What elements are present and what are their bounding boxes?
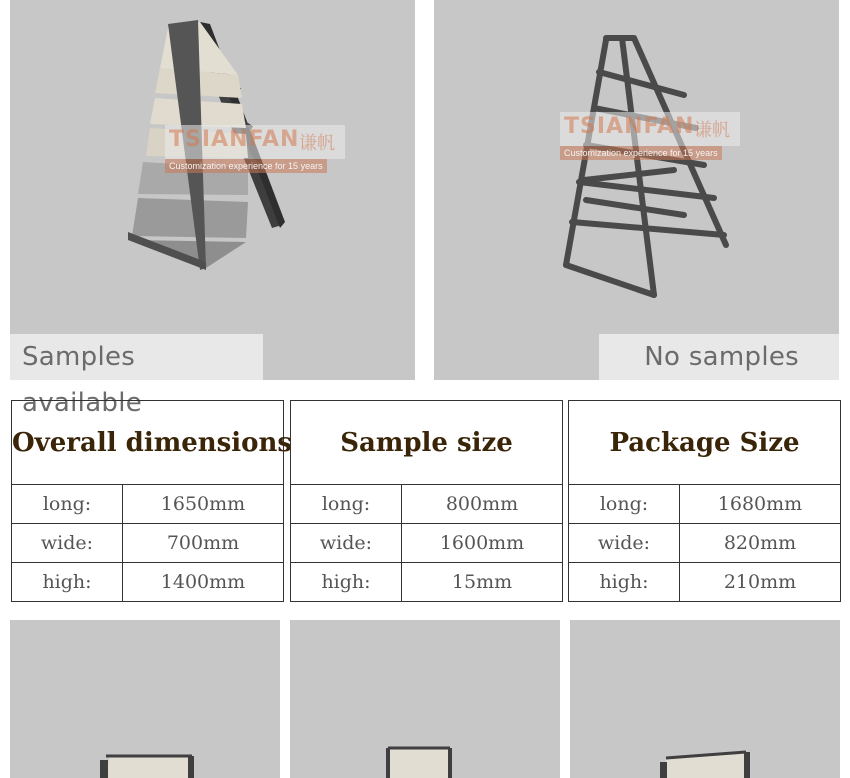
watermark-brand: TSIANFAN xyxy=(564,114,695,139)
caption-no-samples: No samples xyxy=(599,334,839,380)
table-row xyxy=(569,563,841,602)
row-value: 800mm xyxy=(402,485,563,524)
watermark-chinese: 谦帆 xyxy=(299,133,335,154)
table-row xyxy=(12,524,284,563)
row-value: 210mm xyxy=(680,563,841,602)
row-label: long: xyxy=(12,485,123,524)
table-title: Sample size xyxy=(291,401,563,485)
row-value: 820mm xyxy=(680,524,841,563)
row-value: 15mm xyxy=(402,563,563,602)
table-row xyxy=(291,524,563,563)
product-view-side xyxy=(290,620,560,778)
table-row xyxy=(12,563,284,602)
row-label: long: xyxy=(569,485,680,524)
product-image-no-samples xyxy=(434,0,839,380)
caption-samples-available: Samples available xyxy=(10,334,263,380)
row-value: 1680mm xyxy=(680,485,841,524)
table-row xyxy=(12,485,284,524)
rack-top-front-illustration xyxy=(10,620,280,778)
row-label: high: xyxy=(291,563,402,602)
product-view-front xyxy=(10,620,280,778)
row-label: high: xyxy=(12,563,123,602)
row-label: wide: xyxy=(569,524,680,563)
package-size-table xyxy=(568,400,841,602)
rack-top-side-illustration xyxy=(290,620,560,778)
row-value: 1650mm xyxy=(123,485,284,524)
watermark-brand: TSIANFAN xyxy=(169,127,300,152)
overall-dimensions-table xyxy=(11,400,293,602)
brand-watermark xyxy=(560,112,740,160)
table-row xyxy=(569,485,841,524)
table-row xyxy=(569,524,841,563)
row-value: 700mm xyxy=(123,524,284,563)
table-row xyxy=(291,485,563,524)
a-frame-rack-with-tiles-illustration xyxy=(10,0,415,380)
row-label: long: xyxy=(291,485,402,524)
row-value: 1400mm xyxy=(123,563,284,602)
brand-watermark xyxy=(165,125,345,173)
watermark-tagline: Customization experience for 15 years xyxy=(165,159,327,173)
row-value: 1600mm xyxy=(402,524,563,563)
product-view-angle xyxy=(570,620,840,778)
row-label: wide: xyxy=(291,524,402,563)
product-image-with-samples xyxy=(10,0,415,418)
watermark-tagline: Customization experience for 15 years xyxy=(560,146,722,160)
row-label: wide: xyxy=(12,524,123,563)
watermark-chinese: 谦帆 xyxy=(694,120,730,141)
table-title: Overall dimensions xyxy=(12,401,284,485)
sample-size-table xyxy=(290,400,563,602)
rack-top-angle-illustration xyxy=(570,620,840,778)
table-row xyxy=(291,563,563,602)
row-label: high: xyxy=(569,563,680,602)
empty-a-frame-rack-illustration xyxy=(434,0,839,380)
table-title: Package Size xyxy=(569,401,841,485)
